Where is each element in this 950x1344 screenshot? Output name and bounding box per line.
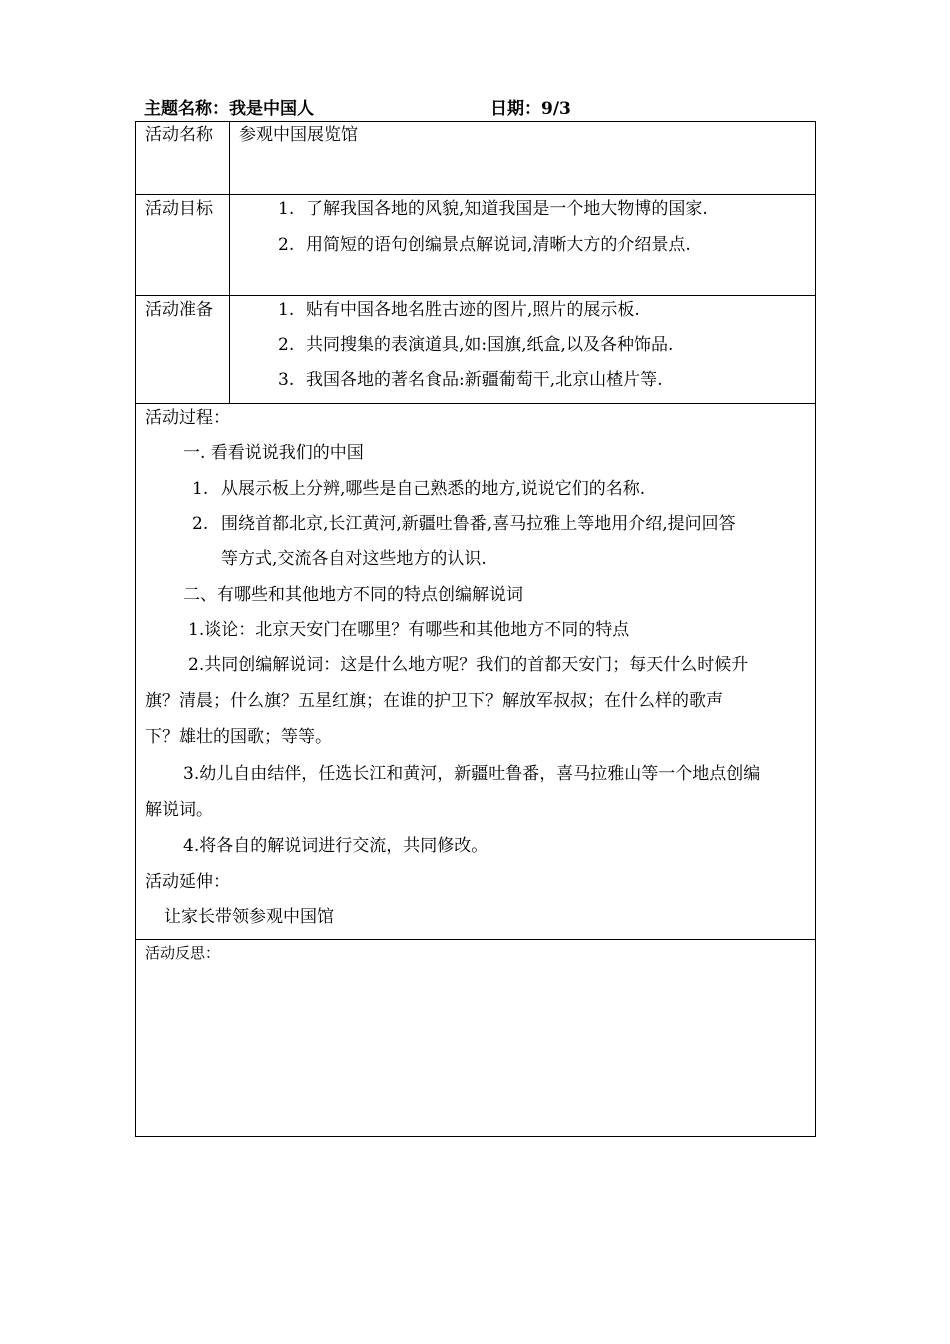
process-paragraph: 1.谈论：北京天安门在哪里？有哪些和其他地方不同的特点 [188,620,630,640]
section2-title: 二、有哪些和其他地方不同的特点创编解说词 [183,585,523,605]
section1-item-line: 围绕首都北京,长江黄河,新疆吐鲁番,喜马拉雅上等地用介绍,提问回答 [221,514,736,534]
prep-item: 共同搜集的表演道具,如:国旗,纸盒,以及各种饰品. [306,335,674,355]
goal-number: 2. [278,235,295,255]
document-header [144,97,824,121]
activity-goals-label: 活动目标 [145,199,213,219]
theme-title: 主题名称：我是中国人 [144,99,314,119]
process-paragraph: 4.将各自的解说词进行交流，共同修改。 [183,836,489,856]
extension-label: 活动延伸： [145,872,230,892]
goal-item: 了解我国各地的风貌,知道我国是一个地大物博的国家. [306,199,708,219]
prep-number: 1. [278,300,295,320]
column-divider [229,121,230,403]
row-divider [135,295,816,296]
section1-item-line: 等方式,交流各自对这些地方的认识. [221,549,487,569]
section1-number: 2. [192,514,209,534]
process-paragraph: 解说词。 [145,800,213,820]
section1-item: 从展示板上分辨,哪些是自己熟悉的地方,说说它们的名称. [221,479,646,499]
reflection-label: 活动反思： [145,944,221,962]
prep-number: 2. [278,335,295,355]
row-divider [135,403,816,404]
section1-title: 一. 看看说说我们的中国 [183,443,364,463]
row-divider [135,194,816,195]
goal-number: 1. [278,199,295,219]
prep-item: 我国各地的著名食品:新疆葡萄干,北京山楂片等. [306,370,663,390]
extension-text: 让家长带领参观中国馆 [164,907,334,927]
process-paragraph: 3.幼儿自由结伴，任选长江和黄河，新疆吐鲁番，喜马拉雅山等一个地点创编 [183,764,761,784]
prep-number: 3. [278,370,295,390]
goal-item: 用简短的语句创编景点解说词,清晰大方的介绍景点. [306,235,691,255]
activity-prep-label: 活动准备 [145,300,213,320]
row-divider [135,939,816,940]
process-paragraph: 下？雄壮的国歌；等等。 [145,727,332,747]
process-paragraph: 2.共同创编解说词：这是什么地方呢？我们的首都天安门；每天什么时候升 [188,655,749,675]
process-paragraph: 旗？清晨；什么旗？五星红旗；在谁的护卫下？解放军叔叔；在什么样的歌声 [145,691,723,711]
date-label: 日期：9/3 [490,99,571,119]
activity-name-value: 参观中国展览馆 [239,125,358,145]
activity-name-label: 活动名称 [145,125,213,145]
prep-item: 贴有中国各地名胜古迹的图片,照片的展示板. [306,300,640,320]
process-label: 活动过程： [145,408,230,428]
section1-number: 1. [192,479,209,499]
